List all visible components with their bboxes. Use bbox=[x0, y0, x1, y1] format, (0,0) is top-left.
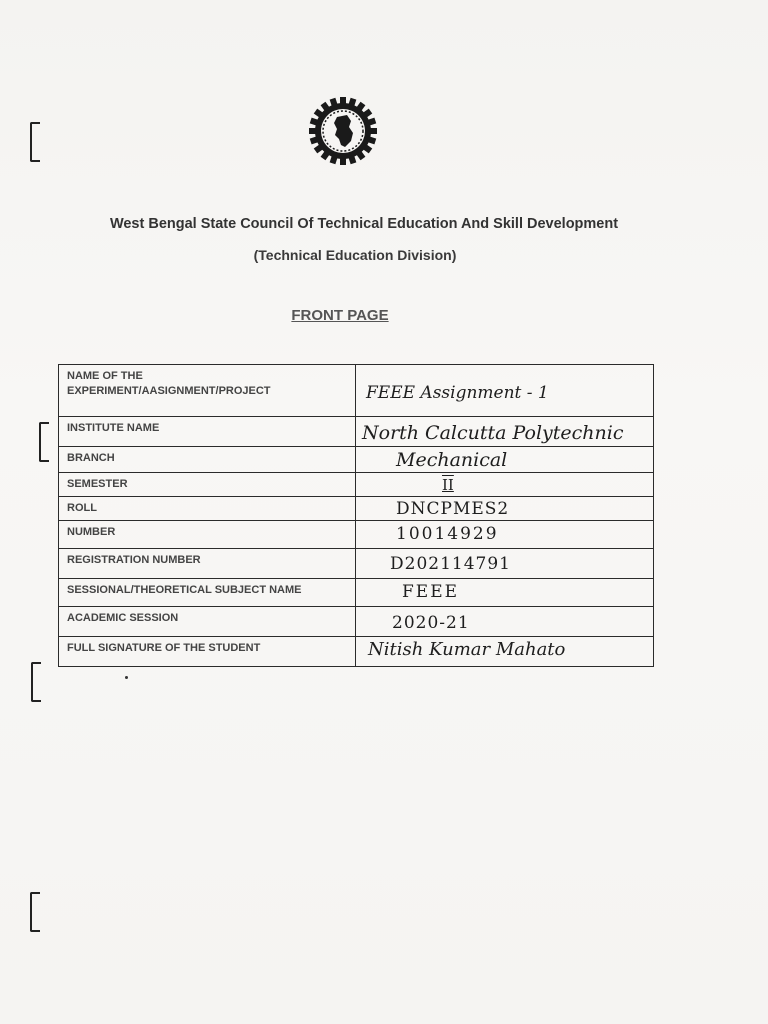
signature: Nitish Kumar Mahato bbox=[368, 639, 566, 660]
punch-hole-mark bbox=[31, 662, 41, 702]
handwritten-value: FEEE Assignment - 1 bbox=[366, 383, 549, 403]
table-row bbox=[59, 607, 654, 637]
handwritten-value: FEEE bbox=[402, 582, 460, 602]
punch-hole-mark bbox=[39, 422, 49, 462]
handwritten-value: DNCPMES2 bbox=[396, 499, 510, 519]
row-value bbox=[356, 637, 654, 667]
row-label: INSTITUTE NAME bbox=[59, 417, 356, 447]
organization-title: West Bengal State Council Of Technical Education And Skill Development bbox=[109, 216, 619, 232]
row-label: NAME OF THE EXPERIMENT/AASIGNMENT/PROJECT bbox=[59, 365, 356, 417]
handwritten-value: North Calcutta Polytechnic bbox=[362, 422, 624, 444]
table-row bbox=[59, 417, 654, 447]
row-label: NUMBER bbox=[59, 521, 356, 549]
row-label: ROLL bbox=[59, 497, 356, 521]
row-label: ACADEMIC SESSION bbox=[59, 607, 356, 637]
handwritten-value: 10014929 bbox=[396, 524, 499, 544]
row-value bbox=[356, 549, 654, 579]
row-value bbox=[356, 365, 654, 417]
division-subtitle: (Technical Education Division) bbox=[253, 247, 457, 263]
row-value bbox=[356, 473, 654, 497]
row-label: BRANCH bbox=[59, 447, 356, 473]
details-table bbox=[58, 364, 654, 667]
table-row bbox=[59, 365, 654, 417]
row-label: SESSIONAL/THEORETICAL SUBJECT NAME bbox=[59, 579, 356, 607]
table-row bbox=[59, 447, 654, 473]
punch-hole-mark bbox=[30, 892, 40, 932]
row-value bbox=[356, 607, 654, 637]
row-value bbox=[356, 579, 654, 607]
table-row bbox=[59, 549, 654, 579]
table-row bbox=[59, 521, 654, 549]
row-value bbox=[356, 447, 654, 473]
row-label: SEMESTER bbox=[59, 473, 356, 497]
row-value bbox=[356, 497, 654, 521]
table-row bbox=[59, 637, 654, 667]
table-row bbox=[59, 497, 654, 521]
row-value bbox=[356, 417, 654, 447]
table-row bbox=[59, 473, 654, 497]
page-title: FRONT PAGE bbox=[291, 307, 389, 324]
handwritten-value: Mechanical bbox=[396, 449, 508, 471]
handwritten-value: 2020-21 bbox=[392, 613, 470, 633]
punch-hole-mark bbox=[30, 122, 40, 162]
row-label: FULL SIGNATURE OF THE STUDENT bbox=[59, 637, 356, 667]
ink-dot bbox=[125, 676, 128, 679]
handwritten-value: D202114791 bbox=[390, 554, 511, 574]
table-row bbox=[59, 579, 654, 607]
handwritten-value: II bbox=[442, 476, 454, 494]
row-value bbox=[356, 521, 654, 549]
row-label: REGISTRATION NUMBER bbox=[59, 549, 356, 579]
cog-wheel-map-emblem-icon bbox=[307, 95, 379, 167]
